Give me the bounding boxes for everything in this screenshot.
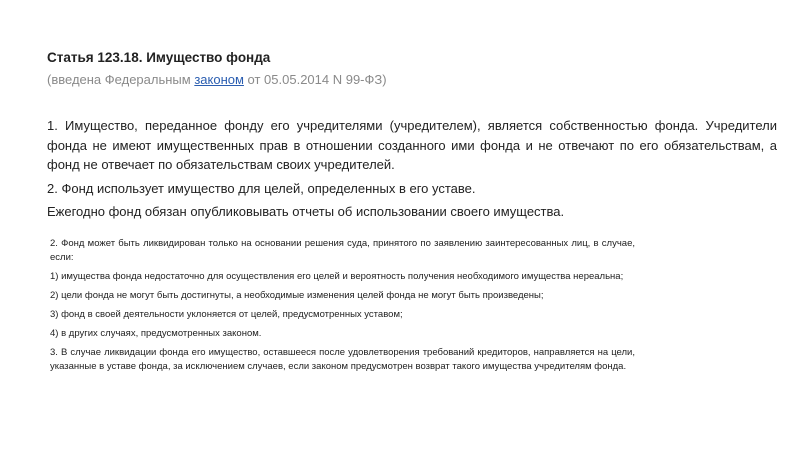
law-link[interactable]: законом xyxy=(194,72,244,87)
paragraph-1: 1. Имущество, переданное фонду его учредителями (учредителем), является собственностью фонда. Учредители фонда не имеют имущественных прав в отношении созданного ими фонда и не отвечают по его обязательствам, а фонд не отвечает по обязательствам своих учредителей. xyxy=(47,118,777,172)
subtitle-suffix: от 05.05.2014 N 99-ФЗ) xyxy=(243,72,387,87)
excerpt-paragraph: 4) в других случаях, предусмотренных законом. xyxy=(50,328,262,339)
paragraph-3: Ежегодно фонд обязан опубликовывать отчеты об использовании своего имущества. xyxy=(47,204,565,219)
excerpt-paragraph: 2) цели фонда не могут быть достигнуты, а необходимые изменения целей фонда не могут быть произведены; xyxy=(50,290,544,301)
article-body xyxy=(47,116,777,222)
liquidation-excerpt xyxy=(50,237,635,379)
excerpt-paragraph: 3. В случае ликвидации фонда его имущество, оставшееся после удовлетворения требований кредиторов, направляется на цели, указанные в уставе фонда, за исключением случаев, если законом предусмотрен возврат такого имущества учредителям фонда. xyxy=(50,347,635,372)
excerpt-paragraph: 3) фонд в своей деятельности уклоняется от целей, предусмотренных уставом; xyxy=(50,309,403,320)
subtitle-prefix: (введена Федеральным xyxy=(47,72,195,87)
article-title: Статья 123.18. Имущество фонда xyxy=(47,50,271,65)
article-subtitle xyxy=(47,72,387,87)
paragraph-2: 2. Фонд использует имущество для целей, определенных в его уставе. xyxy=(47,180,476,196)
excerpt-paragraph: 2. Фонд может быть ликвидирован только на основании решения суда, принятого по заявлению заинтересованных лиц, в случае, если: xyxy=(50,238,635,263)
excerpt-paragraph: 1) имущества фонда недостаточно для осуществления его целей и вероятность получения необходимого имущества нереальна; xyxy=(50,271,624,282)
